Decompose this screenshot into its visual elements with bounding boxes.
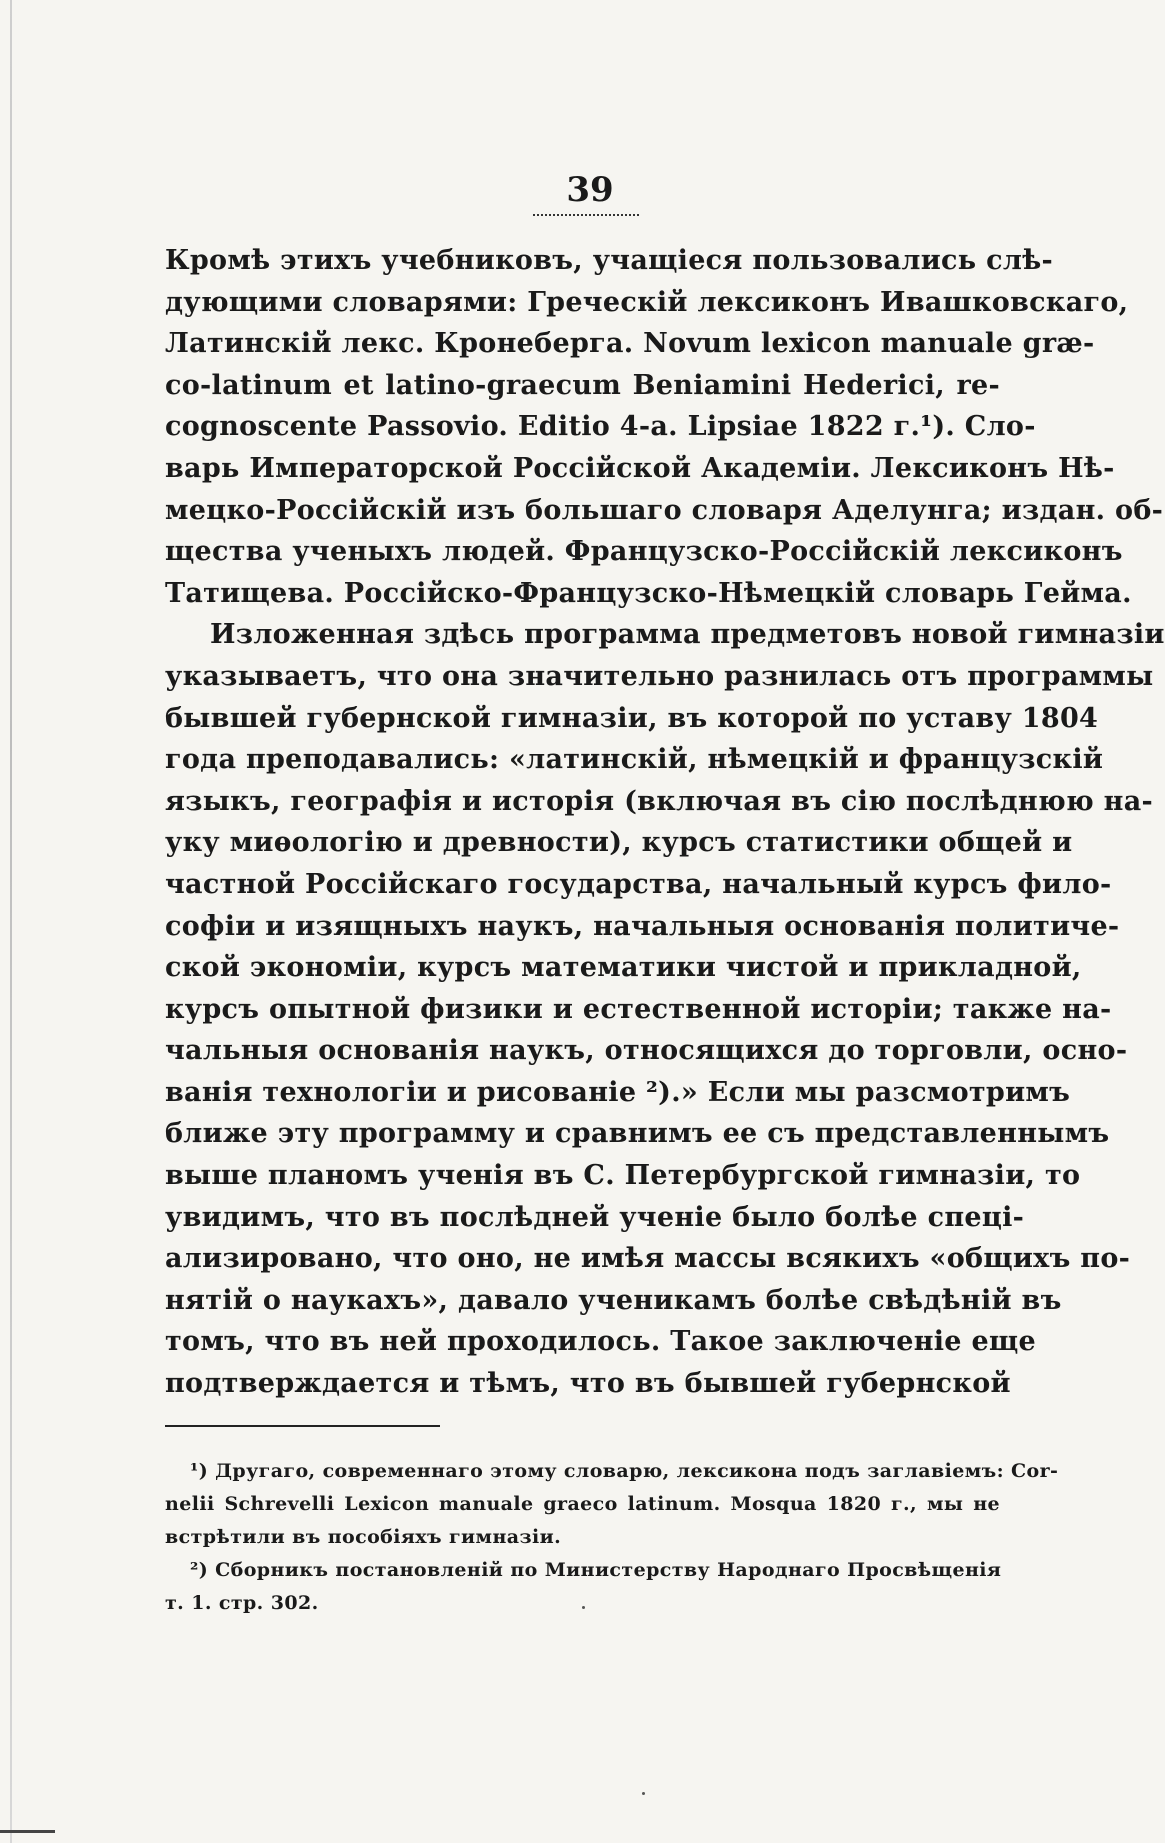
body-line: нятій о наукахъ», давало ученикамъ болѣе свѣдѣній въ bbox=[165, 1284, 1062, 1316]
body-line: томъ, что въ ней проходилось. Такое заключеніе еще bbox=[165, 1326, 1036, 1358]
body-line: уку миѳологію и древности), курсъ статистики общей и bbox=[165, 827, 1073, 859]
page-number: 39 bbox=[566, 170, 614, 210]
page-number-rule bbox=[533, 214, 639, 216]
body-line: частной Россійскаго государства, начальный курсъ фило- bbox=[165, 868, 1112, 900]
footnotes bbox=[165, 1455, 1059, 1620]
body-line: софіи и изящныхъ наукъ, начальныя основанія политиче- bbox=[165, 910, 1120, 942]
footnote-1-line: встрѣтили въ пособіяхъ гимназіи. bbox=[165, 1526, 562, 1548]
body-line: бывшей губернской гимназіи, въ которой по уставу 1804 bbox=[165, 702, 1099, 734]
body-line: дующими словарями: Греческій лексиконъ Ивашковскаго, bbox=[165, 286, 1129, 318]
body-line: ванія технологіи и рисованіе ²).» Если мы разсмотримъ bbox=[165, 1076, 1071, 1108]
page-edge bbox=[10, 0, 12, 1843]
body-line: ближе эту программу и сравнимъ ее съ представленнымъ bbox=[165, 1118, 1110, 1150]
print-speck bbox=[642, 1792, 645, 1795]
body-line: ализировано, что оно, не имѣя массы всякихъ «общихъ по- bbox=[165, 1243, 1131, 1275]
print-speck bbox=[582, 1606, 585, 1609]
body-line: выше планомъ ученія въ С. Петербургской гимназіи, то bbox=[165, 1160, 1081, 1192]
body-line: языкъ, географія и исторія (включая въ сію послѣднюю на- bbox=[165, 785, 1154, 817]
footnote-2-line: ²) Сборникъ постановленій по Министерству Народнаго Просвѣщенія bbox=[190, 1559, 1002, 1581]
body-line: Изложенная здѣсь программа предметовъ новой гимназіи bbox=[210, 619, 1165, 651]
footnote-2-line: т. 1. стр. 302. bbox=[165, 1592, 319, 1614]
corner-mark bbox=[0, 1830, 55, 1833]
body-line: мецко-Россійскій изъ большаго словаря Аделунга; издан. об- bbox=[165, 494, 1164, 526]
body-line: подтверждается и тѣмъ, что въ бывшей губернской bbox=[165, 1368, 1011, 1400]
body-line: года преподавались: «латинскій, нѣмецкій и французскій bbox=[165, 744, 1104, 776]
footnote-1-line: ¹) Другаго, современнаго этому словарю, лексикона подъ заглавіемъ: Cor- bbox=[190, 1460, 1059, 1482]
body-line: увидимъ, что въ послѣдней ученіе было болѣе спеці- bbox=[165, 1201, 1025, 1233]
body-text bbox=[165, 240, 1165, 1405]
footnote-1-line: nelii Schrevelli Lexicon manuale graeco latinum. Mosqua 1820 г., мы не bbox=[165, 1493, 1000, 1515]
body-line: co-latinum et latino-graecum Beniamini Hederici, re- bbox=[165, 369, 1000, 401]
body-line: варь Императорской Россійской Академіи. Лексиконъ Нѣ- bbox=[165, 452, 1115, 484]
body-line: cognoscente Passovio. Editio 4-a. Lipsiae 1822 г.¹). Сло- bbox=[165, 411, 1036, 443]
body-line: Латинскій лекс. Кронеберга. Novum lexicon manuale græ- bbox=[165, 328, 1095, 360]
footnote-separator bbox=[165, 1425, 440, 1427]
body-line: Кромѣ этихъ учебниковъ, учащіеся пользовались слѣ- bbox=[165, 245, 1053, 276]
body-line: курсъ опытной физики и естественной исторіи; также на- bbox=[165, 993, 1112, 1025]
body-line: щества ученыхъ людей. Французско-Россійскій лексиконъ bbox=[165, 536, 1123, 568]
body-line: чальныя основанія наукъ, относящихся до торговли, осно- bbox=[165, 1035, 1128, 1067]
body-line: Татищева. Россійско-Французско-Нѣмецкій словарь Гейма. bbox=[165, 577, 1132, 609]
body-line: ской экономіи, курсъ математики чистой и прикладной, bbox=[165, 952, 1082, 984]
body-line: указываетъ, что она значительно разнилась отъ программы bbox=[165, 660, 1154, 692]
